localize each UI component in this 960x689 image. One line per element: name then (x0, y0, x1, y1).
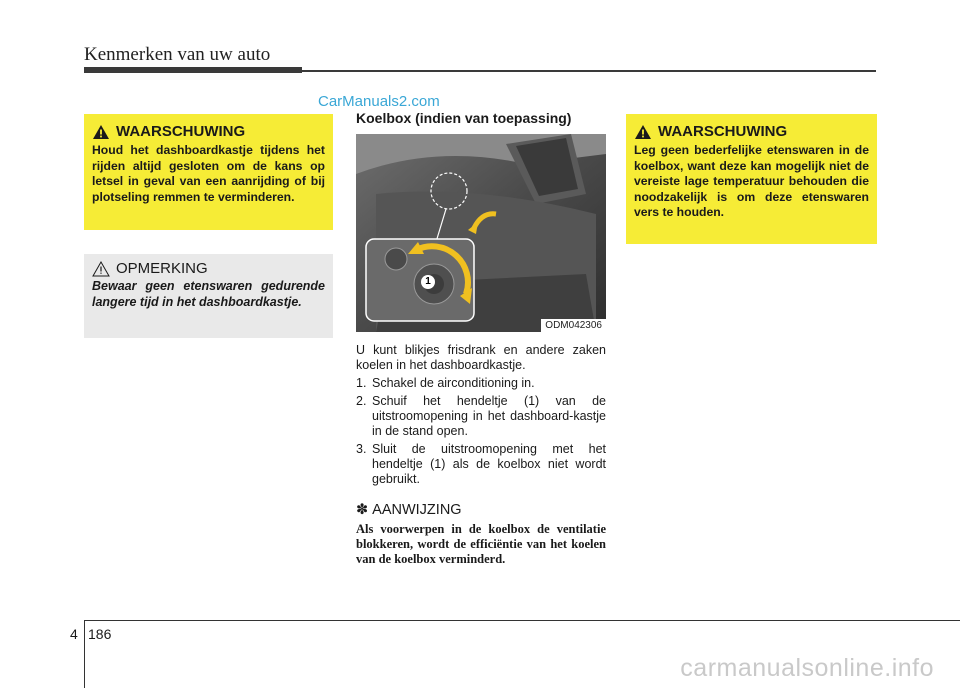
step-number: 2. (356, 394, 367, 408)
list-item (356, 394, 606, 439)
step-number: 1. (356, 376, 367, 390)
header-rule-thick (84, 67, 302, 73)
warning-header (634, 123, 869, 140)
warning-triangle-icon (92, 124, 110, 140)
tip-title: AANWIJZING (372, 502, 462, 518)
callout-marker: 1 (421, 275, 435, 289)
step-text: Schuif het hendeltje (1) van de uitstroomopening in het dashboard-kastje in de stand open. (372, 394, 606, 438)
footer-rule (84, 620, 960, 621)
warning-box-right (626, 114, 877, 244)
page-header-title: Kenmerken van uw auto (84, 44, 271, 65)
warning-title: WAARSCHUWING (116, 123, 246, 140)
list-item (356, 442, 606, 487)
glovebox-photo (356, 134, 606, 332)
note-box-left (84, 254, 333, 338)
caution-triangle-icon (92, 261, 110, 277)
header-rule-thin (302, 70, 876, 72)
list-item (356, 376, 606, 391)
page-number-value: 186 (88, 626, 112, 642)
tip-heading (356, 502, 462, 518)
page-number (70, 626, 112, 642)
note-text: Bewaar geen etenswaren gedurende langere tijd in het dashboardkastje. (92, 279, 325, 309)
step-text: Sluit de uitstroomopening met het hendeltje (1) als de koelbox niet wordt gebruikt. (372, 442, 606, 486)
warning-box-left (84, 114, 333, 230)
glovebox-cooler-illustration (356, 134, 606, 332)
footer-watermark-link[interactable]: carmanualsonline.info (680, 654, 934, 682)
step-text: Schakel de airconditioning in. (372, 376, 535, 390)
watermark-link[interactable]: CarManuals2.com (318, 93, 440, 110)
instruction-list (356, 376, 606, 490)
tip-text: Als voorwerpen in de koelbox de ventilatie blokkeren, wordt de efficiëntie van het koelen van de koelbox verminderd. (356, 522, 606, 566)
chapter-number: 4 (70, 626, 78, 642)
warning-text: Leg geen bederfelijke etenswaren in de koelbox, want deze kan mogelijk niet de vereiste lage temperatuur behouden die noodzakelijk is om deze etenswaren vers te houden. (634, 143, 869, 219)
note-header (92, 260, 325, 277)
intro-paragraph: U kunt blikjes frisdrank en andere zaken koelen in het dashboardkastje. (356, 343, 606, 372)
warning-title: WAARSCHUWING (658, 123, 788, 140)
note-title: OPMERKING (116, 260, 208, 277)
warning-text: Houd het dashboardkastje tijdens het rijden altijd gesloten om de kans op letsel in geval van een aanrijding of bij plotseling remmen te verminderen. (92, 143, 325, 204)
section-title: Koelbox (indien van toepassing) (356, 110, 572, 126)
step-number: 3. (356, 442, 367, 456)
tip-star-icon: ✽ (356, 502, 369, 518)
warning-triangle-icon (634, 124, 652, 140)
figure-code: ODM042306 (541, 319, 606, 332)
warning-header (92, 123, 325, 140)
